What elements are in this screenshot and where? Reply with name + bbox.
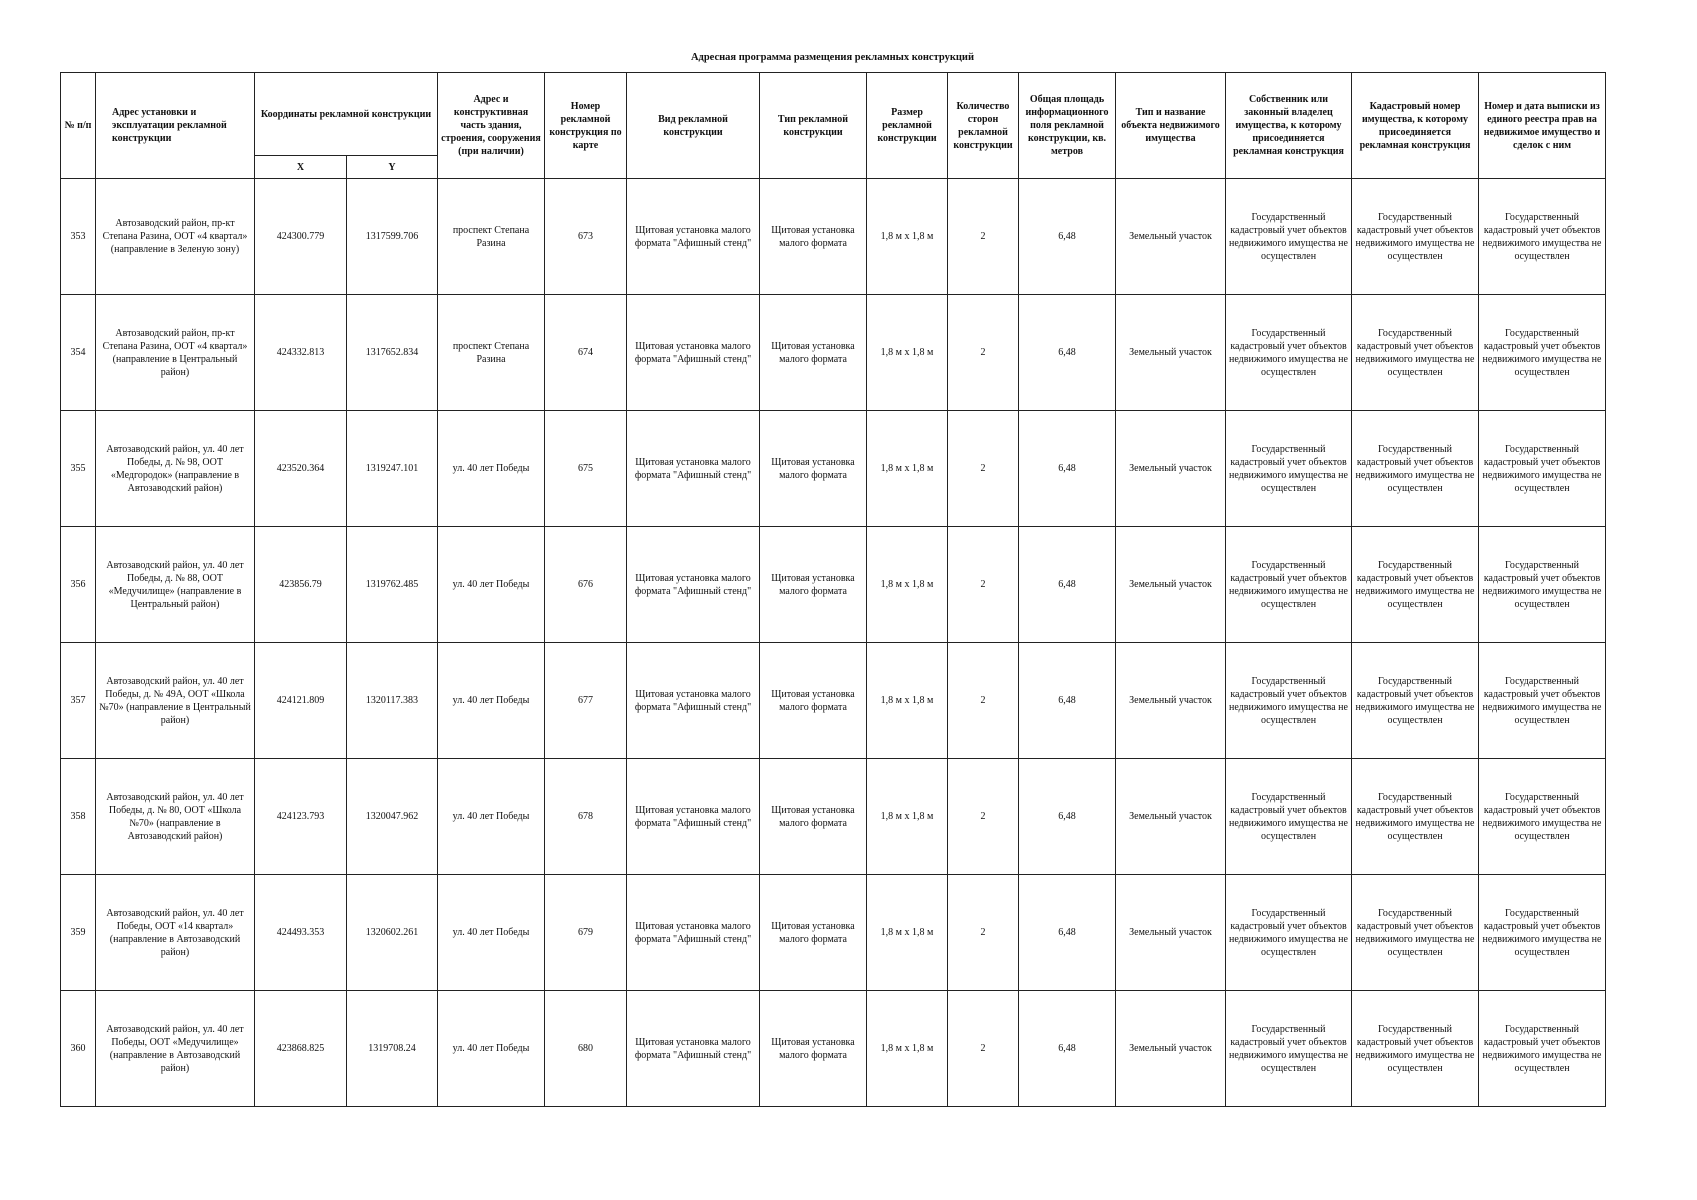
cell-building: проспект Степана Разина [438,179,545,295]
cell-num: 358 [61,759,96,875]
cell-cadastral: Государственный кадастровый учет объектов недвижимого имущества не осуществлен [1352,991,1479,1107]
register-table [60,72,1606,1107]
cell-kind: Щитовая установка малого формата "Афишный стенд" [627,991,760,1107]
cell-egrn: Государственный кадастровый учет объектов недвижимого имущества не осуществлен [1479,527,1606,643]
cell-area: 6,48 [1019,875,1116,991]
cell-num: 357 [61,643,96,759]
cell-y: 1317652.834 [347,295,438,411]
cell-type: Щитовая установка малого формата [760,295,867,411]
cell-num: 355 [61,411,96,527]
cell-type: Щитовая установка малого формата [760,411,867,527]
cell-building: ул. 40 лет Победы [438,991,545,1107]
cell-x: 423868.825 [255,991,347,1107]
header-x: X [255,156,347,179]
cell-sides: 2 [948,875,1019,991]
cell-area: 6,48 [1019,411,1116,527]
cell-address: Автозаводский район, ул. 40 лет Победы, д. № 88, ООТ «Медучилище» (направление в Центральный район) [96,527,255,643]
table-row [61,759,1606,875]
cell-address: Автозаводский район, ул. 40 лет Победы, ООТ «14 квартал» (направление в Автозаводский район) [96,875,255,991]
cell-x: 424493.353 [255,875,347,991]
cell-owner: Государственный кадастровый учет объектов недвижимого имущества не осуществлен [1226,179,1352,295]
cell-egrn: Государственный кадастровый учет объектов недвижимого имущества не осуществлен [1479,179,1606,295]
cell-type: Щитовая установка малого формата [760,643,867,759]
header-address: Адрес установки и эксплуатации рекламной конструкции [96,73,255,179]
cell-size: 1,8 м х 1,8 м [867,411,948,527]
cell-cadastral: Государственный кадастровый учет объектов недвижимого имущества не осуществлен [1352,643,1479,759]
header-y: Y [347,156,438,179]
header-cadastral: Кадастровый номер имущества, к которому присоединяется рекламная конструкция [1352,73,1479,179]
cell-sides: 2 [948,411,1019,527]
cell-property: Земельный участок [1116,875,1226,991]
cell-size: 1,8 м х 1,8 м [867,991,948,1107]
cell-cadastral: Государственный кадастровый учет объектов недвижимого имущества не осуществлен [1352,411,1479,527]
table-row [61,643,1606,759]
table-row [61,875,1606,991]
cell-y: 1319762.485 [347,527,438,643]
cell-x: 424332.813 [255,295,347,411]
cell-building: ул. 40 лет Победы [438,411,545,527]
cell-kind: Щитовая установка малого формата "Афишный стенд" [627,179,760,295]
cell-owner: Государственный кадастровый учет объектов недвижимого имущества не осуществлен [1226,875,1352,991]
cell-kind: Щитовая установка малого формата "Афишный стенд" [627,411,760,527]
cell-address: Автозаводский район, ул. 40 лет Победы, ООТ «Медучилище» (направление в Автозаводский район) [96,991,255,1107]
page-title: Адресная программа размещения рекламных конструкций [690,52,975,63]
cell-owner: Государственный кадастровый учет объектов недвижимого имущества не осуществлен [1226,295,1352,411]
cell-building: ул. 40 лет Победы [438,759,545,875]
cell-address: Автозаводский район, пр-кт Степана Разина, ООТ «4 квартал» (направление в Центральный район) [96,295,255,411]
cell-sides: 2 [948,527,1019,643]
cell-num: 354 [61,295,96,411]
header-egrn: Номер и дата выписки из единого реестра прав на недвижимое имущество и сделок с ним [1479,73,1606,179]
cell-size: 1,8 м х 1,8 м [867,179,948,295]
cell-size: 1,8 м х 1,8 м [867,875,948,991]
cell-egrn: Государственный кадастровый учет объектов недвижимого имущества не осуществлен [1479,295,1606,411]
cell-kind: Щитовая установка малого формата "Афишный стенд" [627,295,760,411]
cell-x: 423520.364 [255,411,347,527]
table-row [61,991,1606,1107]
cell-egrn: Государственный кадастровый учет объектов недвижимого имущества не осуществлен [1479,991,1606,1107]
cell-property: Земельный участок [1116,179,1226,295]
cell-map-number: 680 [545,991,627,1107]
cell-egrn: Государственный кадастровый учет объектов недвижимого имущества не осуществлен [1479,875,1606,991]
cell-address: Автозаводский район, ул. 40 лет Победы, д. № 49А, ООТ «Школа №70» (направление в Центральный район) [96,643,255,759]
cell-map-number: 674 [545,295,627,411]
cell-y: 1317599.706 [347,179,438,295]
cell-cadastral: Государственный кадастровый учет объектов недвижимого имущества не осуществлен [1352,295,1479,411]
cell-sides: 2 [948,179,1019,295]
cell-num: 360 [61,991,96,1107]
cell-building: ул. 40 лет Победы [438,875,545,991]
cell-area: 6,48 [1019,179,1116,295]
cell-sides: 2 [948,295,1019,411]
header-num: № п/п [61,73,96,179]
cell-building: ул. 40 лет Победы [438,643,545,759]
cell-cadastral: Государственный кадастровый учет объектов недвижимого имущества не осуществлен [1352,527,1479,643]
cell-owner: Государственный кадастровый учет объектов недвижимого имущества не осуществлен [1226,527,1352,643]
cell-size: 1,8 м х 1,8 м [867,527,948,643]
cell-num: 353 [61,179,96,295]
header-size: Размер рекламной конструкции [867,73,948,179]
cell-owner: Государственный кадастровый учет объектов недвижимого имущества не осуществлен [1226,411,1352,527]
cell-map-number: 677 [545,643,627,759]
cell-area: 6,48 [1019,991,1116,1107]
cell-y: 1320047.962 [347,759,438,875]
cell-sides: 2 [948,643,1019,759]
cell-building: проспект Степана Разина [438,295,545,411]
cell-address: Автозаводский район, ул. 40 лет Победы, д. № 98, ООТ «Медгородок» (направление в Автозаводский район) [96,411,255,527]
cell-y: 1319708.24 [347,991,438,1107]
cell-num: 359 [61,875,96,991]
cell-x: 424123.793 [255,759,347,875]
header-map-number: Номер рекламной конструкция по карте [545,73,627,179]
cell-property: Земельный участок [1116,295,1226,411]
header-sides: Количество сторон рекламной конструкции [948,73,1019,179]
cell-map-number: 673 [545,179,627,295]
cell-size: 1,8 м х 1,8 м [867,295,948,411]
cell-cadastral: Государственный кадастровый учет объектов недвижимого имущества не осуществлен [1352,759,1479,875]
cell-y: 1320117.383 [347,643,438,759]
cell-property: Земельный участок [1116,527,1226,643]
cell-owner: Государственный кадастровый учет объектов недвижимого имущества не осуществлен [1226,643,1352,759]
cell-size: 1,8 м х 1,8 м [867,759,948,875]
cell-type: Щитовая установка малого формата [760,875,867,991]
cell-cadastral: Государственный кадастровый учет объектов недвижимого имущества не осуществлен [1352,179,1479,295]
cell-building: ул. 40 лет Победы [438,527,545,643]
cell-map-number: 678 [545,759,627,875]
cell-area: 6,48 [1019,759,1116,875]
cell-type: Щитовая установка малого формата [760,527,867,643]
header-type: Тип рекламной конструкции [760,73,867,179]
table-row [61,527,1606,643]
cell-sides: 2 [948,991,1019,1107]
header-building: Адрес и конструктивная часть здания, строения, сооружения (при наличии) [438,73,545,179]
cell-map-number: 676 [545,527,627,643]
cell-owner: Государственный кадастровый учет объектов недвижимого имущества не осуществлен [1226,759,1352,875]
cell-kind: Щитовая установка малого формата "Афишный стенд" [627,875,760,991]
cell-kind: Щитовая установка малого формата "Афишный стенд" [627,527,760,643]
table-row [61,411,1606,527]
cell-property: Земельный участок [1116,759,1226,875]
cell-x: 424121.809 [255,643,347,759]
cell-kind: Щитовая установка малого формата "Афишный стенд" [627,643,760,759]
cell-egrn: Государственный кадастровый учет объектов недвижимого имущества не осуществлен [1479,643,1606,759]
cell-property: Земельный участок [1116,991,1226,1107]
cell-address: Автозаводский район, ул. 40 лет Победы, д. № 80, ООТ «Школа №70» (направление в Автозаводский район) [96,759,255,875]
cell-map-number: 675 [545,411,627,527]
cell-area: 6,48 [1019,527,1116,643]
cell-type: Щитовая установка малого формата [760,991,867,1107]
cell-kind: Щитовая установка малого формата "Афишный стенд" [627,759,760,875]
table-row [61,179,1606,295]
cell-size: 1,8 м х 1,8 м [867,643,948,759]
header-owner: Собственник или законный владелец имущества, к которому присоединяется рекламная конструкция [1226,73,1352,179]
cell-type: Щитовая установка малого формата [760,179,867,295]
cell-area: 6,48 [1019,295,1116,411]
cell-x: 424300.779 [255,179,347,295]
table-row [61,295,1606,411]
cell-egrn: Государственный кадастровый учет объектов недвижимого имущества не осуществлен [1479,759,1606,875]
cell-property: Земельный участок [1116,411,1226,527]
cell-type: Щитовая установка малого формата [760,759,867,875]
header-property: Тип и название объекта недвижимого имущества [1116,73,1226,179]
cell-property: Земельный участок [1116,643,1226,759]
cell-address: Автозаводский район, пр-кт Степана Разина, ООТ «4 квартал» (направление в Зеленую зону) [96,179,255,295]
cell-owner: Государственный кадастровый учет объектов недвижимого имущества не осуществлен [1226,991,1352,1107]
header-area: Общая площадь информационного поля рекламной конструкции, кв. метров [1019,73,1116,179]
cell-area: 6,48 [1019,643,1116,759]
cell-egrn: Государственный кадастровый учет объектов недвижимого имущества не осуществлен [1479,411,1606,527]
cell-y: 1320602.261 [347,875,438,991]
cell-num: 356 [61,527,96,643]
header-kind: Вид рекламной конструкции [627,73,760,179]
cell-sides: 2 [948,759,1019,875]
cell-cadastral: Государственный кадастровый учет объектов недвижимого имущества не осуществлен [1352,875,1479,991]
cell-map-number: 679 [545,875,627,991]
cell-y: 1319247.101 [347,411,438,527]
cell-x: 423856.79 [255,527,347,643]
header-coords: Координаты рекламной конструкции [255,73,438,156]
